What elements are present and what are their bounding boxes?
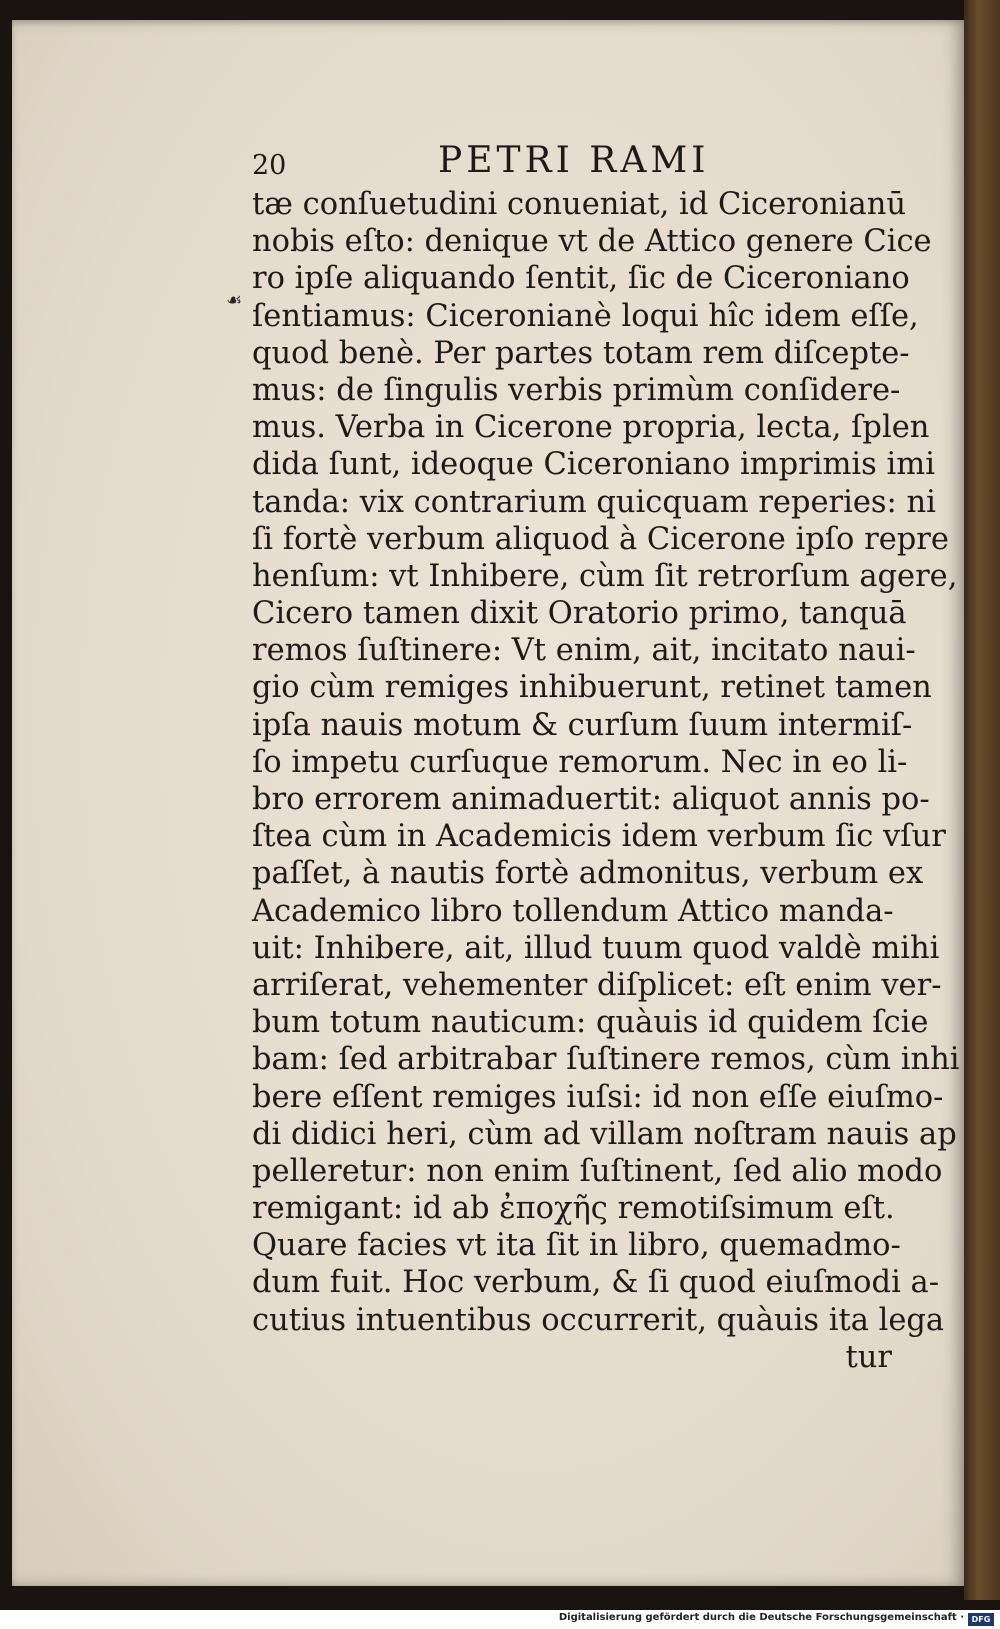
- digitization-footer: [0, 1610, 1000, 1629]
- text-line: nobis eſto: denique vt de Attico genere Cice: [252, 224, 932, 260]
- margin-mark: ☙: [226, 290, 243, 311]
- text-line: cutius intuentibus occurrerit, quàuis ita lega: [252, 1302, 945, 1338]
- text-line: tanda: vix contrarium quicquam reperies: ni: [252, 484, 936, 520]
- dfg-logo: DFG: [968, 1613, 994, 1626]
- text-line: dida ſunt, ideoque Ciceroniano imprimis imi: [252, 447, 935, 483]
- page-number: 20: [252, 150, 287, 181]
- running-title: PETRI RAMI: [438, 140, 710, 181]
- text-line: ipſa nauis motum & curſum ſuum intermiſ-: [252, 707, 913, 743]
- text-line: bere eſſent remiges iuſsi: id non eſſe eiuſmo-: [252, 1079, 944, 1115]
- text-line: Quare facies vt ita ſit in libro, quemadmo-: [252, 1228, 901, 1264]
- text-line: ſtea cùm in Academicis idem verbum ſic vſur: [252, 819, 946, 855]
- text-line: dum fuit. Hoc verbum, & ſi quod eiuſmodi a-: [252, 1265, 940, 1301]
- book-edge: [964, 0, 1000, 1600]
- body-text: [252, 186, 960, 1339]
- running-head: [252, 128, 912, 186]
- text-line: remigant: id ab ἐποχῆς remotiſsimum eſt.: [252, 1191, 895, 1227]
- text-line: paſſet, à nautis fortè admonitus, verbum ex: [252, 856, 924, 892]
- text-line: pelleretur: non enim ſuſtinent, ſed alio modo: [252, 1153, 943, 1189]
- text-line: ro ipſe aliquando ſentit, ſic de Ciceroniano: [252, 261, 910, 297]
- text-line: uit: Inhibere, ait, illud tuum quod valdè mihi: [252, 930, 940, 966]
- funding-credit: Digitalisierung gefördert durch die Deutsche Forschungsgemeinschaft ·: [558, 1612, 964, 1623]
- text-line: gio cùm remiges inhibuerunt, retinet tamen: [252, 670, 932, 706]
- text-line: Academico libro tollendum Attico manda-: [252, 893, 894, 929]
- text-line: Cicero tamen dixit Oratorio primo, tanquā: [252, 596, 907, 632]
- text-line: mus. Verba in Cicerone propria, lecta, ſplen: [252, 410, 930, 446]
- catchword: tur: [845, 1339, 892, 1375]
- text-line: bum totum nauticum: quàuis id quidem ſcie: [252, 1005, 929, 1041]
- text-line: mus: de ſingulis verbis primùm conſidere-: [252, 372, 901, 408]
- text-line: tæ conſuetudini conueniat, id Ciceronianū: [252, 187, 906, 222]
- text-line: quod benè. Per partes totam rem diſcepte-: [252, 335, 910, 371]
- text-line: ſi fortè verbum aliquod à Cicerone ipſo repre: [252, 521, 949, 557]
- text-line: bro errorem animaduertit: aliquot annis po-: [252, 782, 930, 817]
- text-line: bam: ſed arbitrabar ſuſtinere remos, cùm inhi: [252, 1042, 960, 1078]
- text-line: henſum: vt Inhibere, cùm ſit retrorſum agere,: [252, 558, 958, 594]
- text-line: ſentiamus: Ciceronianè loqui hîc idem eſſe,: [252, 298, 919, 334]
- text-line: arriſerat, vehementer diſplicet: eſt enim ver-: [252, 967, 942, 1003]
- text-block: [226, 128, 960, 1376]
- text-line: ſo impetu curſuque remorum. Nec in eo li-: [252, 744, 908, 780]
- book-page: [12, 20, 964, 1586]
- text-line: remos ſuſtinere: Vt enim, ait, incitato naui-: [252, 633, 916, 669]
- text-line: di didici heri, cùm ad villam noſtram nauis ap: [252, 1116, 957, 1152]
